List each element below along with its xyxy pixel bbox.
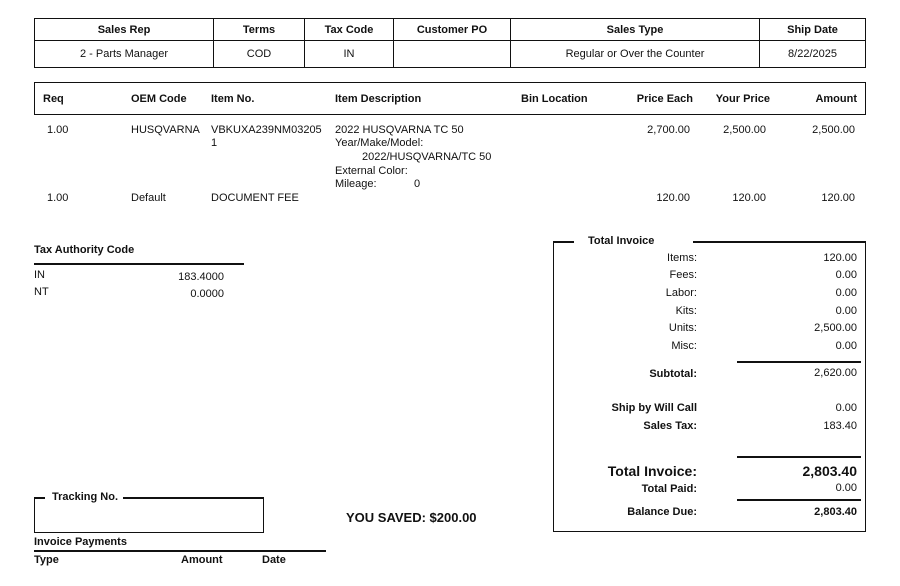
tax-value-in: 183.4000 bbox=[178, 271, 224, 283]
row1-ymm-label: Year/Make/Model: bbox=[335, 137, 424, 149]
payments-col-amount: Amount bbox=[181, 554, 223, 566]
row1-mileage-value: 0 bbox=[414, 178, 421, 190]
row2-amount: 120.00 bbox=[821, 192, 855, 204]
tracking-title: Tracking No. bbox=[52, 491, 119, 503]
row1-color-label: External Color: bbox=[335, 165, 408, 177]
payments-col-type: Type bbox=[34, 554, 59, 566]
subtotal-divider bbox=[737, 361, 861, 363]
row1-req: 1.00 bbox=[47, 124, 69, 136]
items-label: Items: bbox=[667, 252, 697, 264]
row2-price-each: 120.00 bbox=[656, 192, 690, 204]
you-saved-text: YOU SAVED: $200.00 bbox=[346, 510, 477, 525]
balance-divider bbox=[737, 499, 861, 501]
row1-desc: 2022 HUSQVARNA TC 50 bbox=[335, 124, 464, 136]
header-tax-code: Tax Code bbox=[305, 19, 394, 41]
total-paid-label: Total Paid: bbox=[641, 483, 697, 495]
units-label: Units: bbox=[668, 322, 697, 334]
units-value: 2,500.00 bbox=[814, 322, 857, 334]
value-terms: COD bbox=[214, 41, 305, 68]
misc-label: Misc: bbox=[671, 340, 697, 352]
header-sales-rep: Sales Rep bbox=[35, 19, 214, 41]
row1-ymm-value: 2022/HUSQVARNA/TC 50 bbox=[362, 151, 492, 163]
kits-label: Kits: bbox=[675, 305, 697, 317]
items-value: 120.00 bbox=[823, 252, 857, 264]
tax-code-in: IN bbox=[34, 269, 45, 281]
col-item: Item No. bbox=[211, 93, 255, 105]
col-amount: Amount bbox=[815, 93, 857, 105]
value-sales-rep: 2 - Parts Manager bbox=[35, 41, 214, 68]
tax-authority-title: Tax Authority Code bbox=[34, 244, 135, 256]
row2-req: 1.00 bbox=[47, 192, 69, 204]
labor-value: 0.00 bbox=[835, 287, 857, 299]
sales-tax-value: 183.40 bbox=[823, 420, 857, 432]
total-divider bbox=[737, 456, 861, 458]
row1-item-no: VBKUXA239NM03205 bbox=[211, 124, 322, 136]
balance-due-value: 2,803.40 bbox=[814, 506, 857, 518]
kits-value: 0.00 bbox=[835, 305, 857, 317]
row1-mileage-label: Mileage: bbox=[335, 178, 377, 190]
col-price: Price Each bbox=[636, 93, 693, 105]
col-oem: OEM Code bbox=[131, 93, 187, 105]
total-paid-value: 0.00 bbox=[835, 482, 857, 494]
invoice-payments-title: Invoice Payments bbox=[34, 536, 127, 548]
col-your-price: Your Price bbox=[715, 93, 770, 105]
value-sales-type: Regular or Over the Counter bbox=[511, 41, 760, 68]
labor-label: Labor: bbox=[665, 287, 697, 299]
total-invoice-value: 2,803.40 bbox=[802, 463, 857, 479]
sales-tax-label: Sales Tax: bbox=[643, 420, 697, 432]
balance-due-label: Balance Due: bbox=[627, 506, 697, 518]
header-sales-type: Sales Type bbox=[511, 19, 760, 41]
row2-your-price: 120.00 bbox=[732, 192, 766, 204]
row1-amount: 2,500.00 bbox=[812, 124, 855, 136]
total-invoice-title: Total Invoice bbox=[588, 235, 655, 247]
col-desc: Item Description bbox=[335, 93, 422, 105]
header-values-row bbox=[35, 41, 866, 68]
tax-divider bbox=[34, 263, 244, 265]
ship-value: 0.00 bbox=[835, 402, 857, 414]
value-ship-date: 8/22/2025 bbox=[760, 41, 866, 68]
tax-code-nt: NT bbox=[34, 286, 49, 298]
row1-item-no-cont: 1 bbox=[211, 137, 218, 149]
fees-label: Fees: bbox=[669, 269, 697, 281]
subtotal-label: Subtotal: bbox=[649, 368, 697, 380]
items-header bbox=[34, 82, 866, 115]
subtotal-value: 2,620.00 bbox=[814, 367, 857, 379]
total-invoice-label: Total Invoice: bbox=[607, 463, 697, 479]
tracking-box bbox=[34, 491, 264, 533]
value-tax-code: IN bbox=[305, 41, 394, 68]
header-ship-date: Ship Date bbox=[760, 19, 866, 41]
header-customer-po: Customer PO bbox=[394, 19, 511, 41]
tax-value-nt: 0.0000 bbox=[190, 288, 224, 300]
ship-label: Ship by Will Call bbox=[611, 402, 697, 414]
col-req: Req bbox=[43, 93, 64, 105]
row1-oem: HUSQVARNA bbox=[131, 124, 200, 136]
payments-col-date: Date bbox=[262, 554, 286, 566]
header-terms: Terms bbox=[214, 19, 305, 41]
col-bin: Bin Location bbox=[521, 93, 588, 105]
payments-divider bbox=[34, 550, 326, 552]
row2-item-no: DOCUMENT FEE bbox=[211, 192, 299, 204]
total-invoice-box bbox=[553, 235, 866, 532]
misc-value: 0.00 bbox=[835, 340, 857, 352]
fees-value: 0.00 bbox=[835, 269, 857, 281]
header-table bbox=[34, 18, 866, 68]
row1-price-each: 2,700.00 bbox=[647, 124, 690, 136]
row2-oem: Default bbox=[131, 192, 166, 204]
row1-your-price: 2,500.00 bbox=[723, 124, 766, 136]
value-customer-po bbox=[394, 41, 511, 68]
header-row bbox=[35, 19, 866, 41]
